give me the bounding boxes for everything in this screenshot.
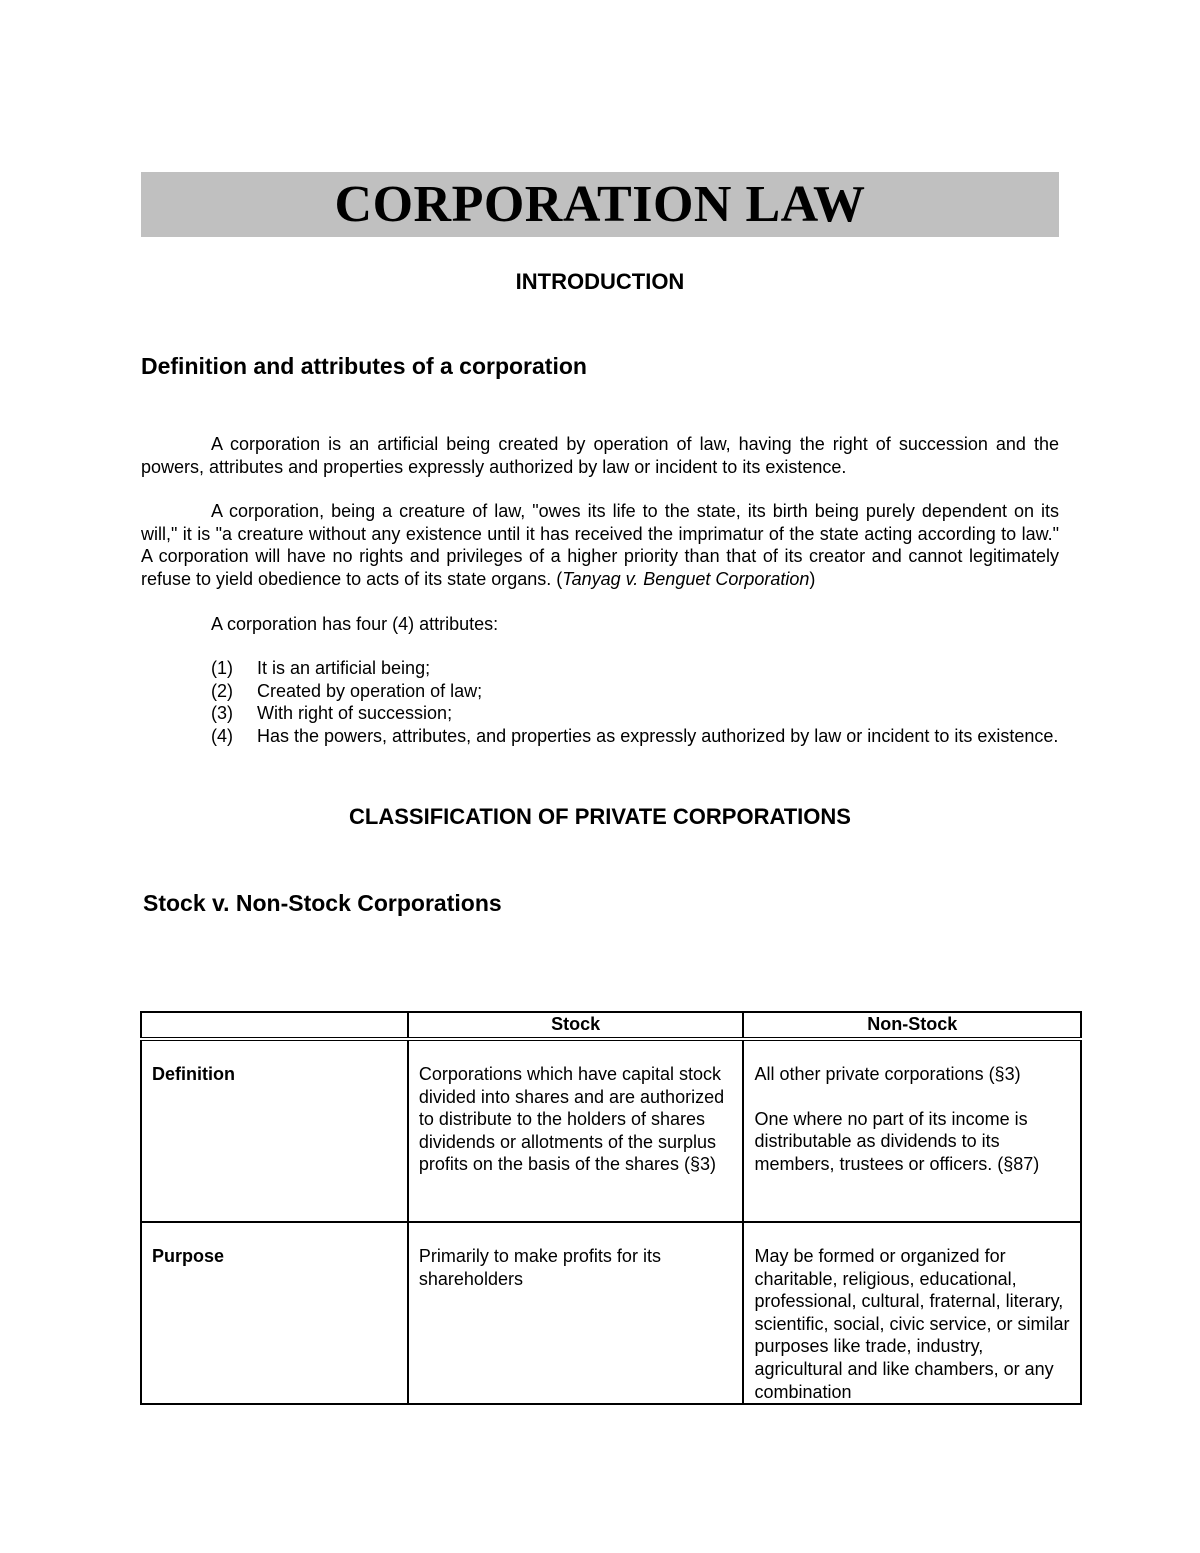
paragraph-attributes-intro: A corporation has four (4) attributes: (211, 613, 499, 634)
table-header-cell (141, 1012, 408, 1039)
cell-text: Corporations which have capital stock divided into shares and are authorized to distribute to the holders of shares dividends or allotments of the surplus profits on the basis of the shares (§3) (418, 1064, 725, 1175)
table-header-row (141, 1012, 1081, 1039)
cell-text: May be formed or organized for charitable, religious, educational, professional, cultural, fraternal, literary, scientific, social, civic service, or similar purposes like trade, industry, agricultural and like chambers, or any combination (754, 1246, 1070, 1402)
table-row (141, 1222, 1081, 1404)
table-header-cell: Non-Stock (743, 1012, 1081, 1039)
list-item-text: Has the powers, attributes, and properties as expressly authorized by law or incident to its existence. (257, 725, 1059, 746)
list-item-number: (2) (211, 680, 233, 701)
document-page (141, 172, 1059, 918)
table-cell (743, 1039, 1081, 1222)
cell-text: All other private corporations (§3) (754, 1064, 1021, 1084)
paragraph-closing: ) (809, 568, 816, 589)
row-label: Purpose (152, 1246, 225, 1266)
comparison-table (140, 1011, 1082, 1405)
cell-text: One where no part of its income is distributable as dividends to its members, trustees or officers. (§87) (754, 1108, 1040, 1174)
case-citation: Tanyag v. Benguet Corporation (562, 568, 810, 589)
subsection-heading: Stock v. Non-Stock Corporations (143, 889, 502, 916)
list-item-text: Created by operation of law; (257, 680, 483, 701)
table-cell (408, 1039, 744, 1222)
list-item (211, 657, 1059, 680)
paragraph-main-text: A corporation, being a creature of law, "owes its life to the state, its birth being purely dependent on its will," it is "a creature without any existence until it has received the imprimatur of the state acting according to law." A corporation will have no rights and privileges of a higher priority than that of its creator and cannot legitimately refuse to yield obedience to acts of its state organs. ( (141, 501, 1059, 589)
list-item-text: It is an artificial being; (257, 658, 431, 679)
cell-content (744, 1041, 1080, 1187)
classification-heading: CLASSIFICATION OF PRIVATE CORPORATIONS (349, 803, 851, 829)
list-item-text: With right of succession; (257, 703, 453, 724)
table-cell (743, 1222, 1081, 1404)
list-item-number: (1) (211, 658, 233, 679)
list-item (211, 702, 1059, 725)
cell-text: Primarily to make profits for its shareholders (418, 1246, 661, 1289)
list-item (211, 725, 1059, 748)
cell-content (744, 1223, 1080, 1403)
cell-content (409, 1041, 743, 1188)
title-banner (141, 172, 1059, 237)
list-item-number: (3) (211, 703, 233, 724)
paragraph-definition: A corporation is an artificial being created by operation of law, having the right of succession and the powers, attributes and properties expressly authorized by law or incident to its existence. (141, 433, 1059, 477)
table-header-cell: Stock (408, 1012, 744, 1039)
intro-heading: INTRODUCTION (515, 269, 685, 294)
document-title: CORPORATION LAW (334, 175, 866, 233)
table-row (141, 1039, 1081, 1222)
section-heading: Definition and attributes of a corporation (141, 353, 587, 380)
table-cell (141, 1222, 408, 1404)
list-item-number: (4) (211, 725, 233, 746)
row-label: Definition (152, 1064, 235, 1084)
table-cell (408, 1222, 744, 1404)
list-item (211, 680, 1059, 703)
paragraph-creature-of-law (141, 500, 1059, 590)
attributes-list (211, 657, 1059, 747)
table-cell (141, 1039, 408, 1222)
cell-content (409, 1223, 743, 1302)
